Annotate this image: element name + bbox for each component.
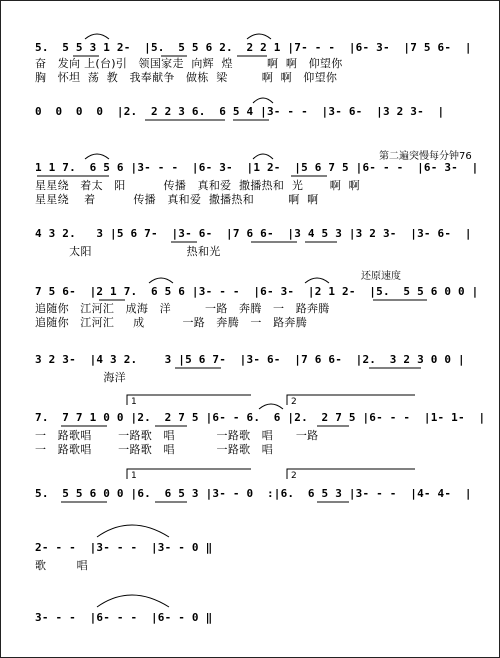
score-row-3-lyric-1: 星星绕 着太 阳 传播 真和爱 撒播热和 光 啊 啊 [35,179,360,192]
score-row-2-notes: 0 0 0 0 |2. 2 2 3 6. 6 5 4 |3- - - |3- 6- |3 2 3- | [35,105,445,118]
slur-arc [259,404,283,409]
slur-arc [305,278,329,283]
score-row-3-notes: 1 1 7. 6 5 6 |3- - - |6- 3- |1 2- |5 6 7 5 |6- - - |6- 3- | [35,161,479,174]
volta-label-2: 2 [291,471,297,481]
volta-second-bracket [287,469,415,479]
slur-arc [97,525,169,537]
score-markings [1,1,500,658]
volta-first-bracket [127,469,251,479]
score-row-6-lyric-1: 海洋 [35,371,126,384]
slur-arc [97,595,169,607]
slur-arc [85,154,109,159]
score-row-5-notes: 7 5 6- |2 1 7. 6 5 6 |3- - - |6- 3- |2 1 2- |5. 5 5 6 0 0 | [35,285,479,298]
slur-arc [253,154,273,159]
score-row-9-notes: 2- - - |3- - - |3- - 0 ‖ [35,541,213,554]
slur-arc [85,34,109,39]
volta-label-1: 1 [131,397,137,407]
tempo-annotation: 第二遍突慢每分钟76 [379,151,472,162]
score-row-1-lyric-1: 奋 发向 上(台)引 领国家走 向辉 煌 啊 啊 仰望你 [35,57,343,70]
slur-arc [247,34,271,39]
volta-label-1: 1 [131,471,137,481]
score-row-6-notes: 3 2 3- |4 3 2. 3 |5 6 7- |3- 6- |7 6 6- |2. 3 2 3 0 0 | [35,353,465,366]
score-row-4-lyric-1: 太阳 热和光 [35,245,221,258]
score-row-5-lyric-1: 追随你 江河汇 成海 洋 一路 奔腾 一 路奔腾 [35,302,330,315]
score-row-3-lyric-2: 星星绕 着 传播 真和爱 撒播热和 啊 啊 [35,193,319,206]
score-row-5-lyric-2: 追随你 江河汇 成 一路 奔腾 一 路奔腾 [35,316,308,329]
score-row-7-lyric-1: 一 路歌唱 一路歌 唱 一路歌 唱 一路 [35,429,319,442]
score-row-4-notes: 4 3 2. 3 |5 6 7- |3- 6- |7 6 6- |3 4 5 3 |3 2 3- |3- 6- | [35,227,472,240]
volta-label-2: 2 [291,397,297,407]
score-row-1-notes: 5. 5 5 3 1 2- |5. 5 5 6 2. 2 2 1 |7- - - |6- 3- |7 5 6- | [35,41,472,54]
score-row-1-lyric-2: 胸 怀坦 荡 教 我奉献争 做栋 梁 啊 啊 仰望你 [35,71,338,84]
score-row-8-notes: 5. 5 5 6 0 0 |6. 6 5 3 |3- - 0 :|6. 6 5 3 |3- - - |4- 4- | [35,487,472,500]
volta-first-bracket [127,395,251,405]
slur-arc [253,98,273,103]
score-row-7-notes: 7. 7 7 1 0 0 |2. 2 7 5 |6- - 6. 6 |2. 2 7 5 |6- - - |1- 1- | [35,411,486,424]
return-tempo-annotation: 还原速度 [361,271,401,282]
slur-arc [149,278,173,283]
score-row-10-notes: 3- - - |6- - - |6- - 0 ‖ [35,611,213,624]
score-row-9-lyric-1: 歌 唱 [35,559,88,572]
score-row-7-lyric-2: 一 路歌唱 一路歌 唱 一路歌 唱 [35,443,274,456]
volta-second-bracket [287,395,415,405]
